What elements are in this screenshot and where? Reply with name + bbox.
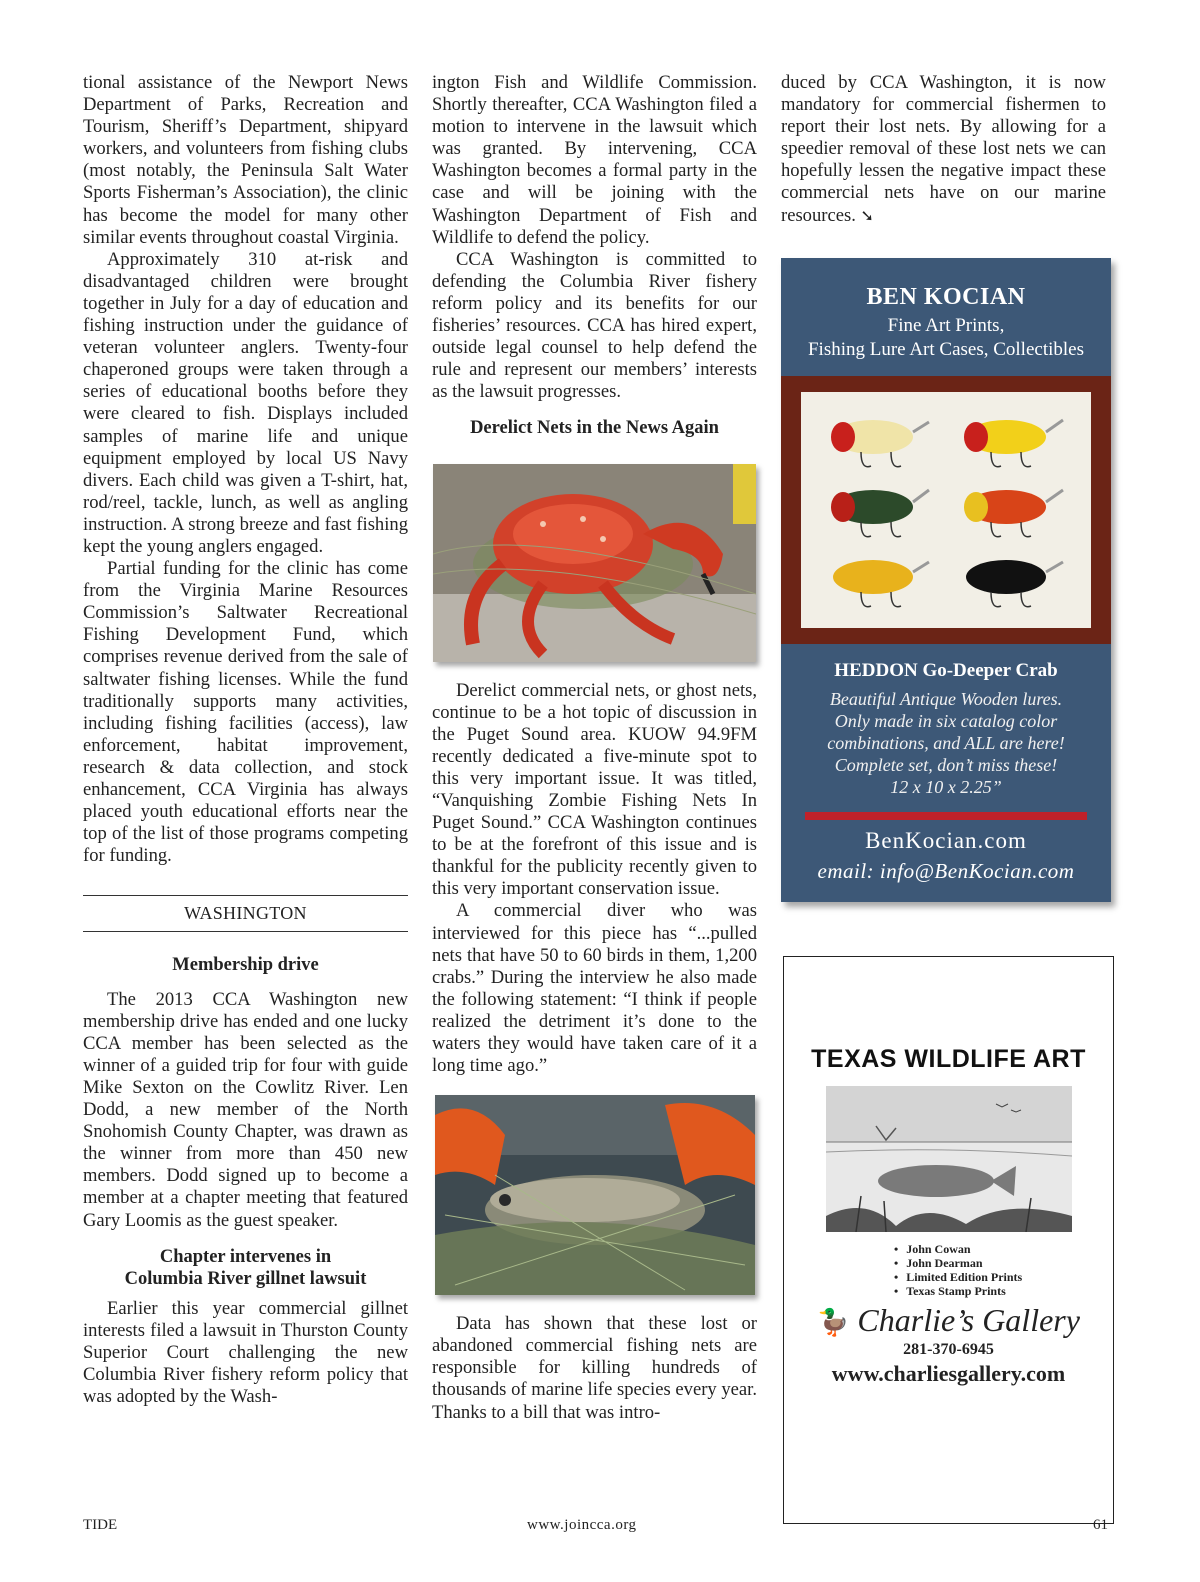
paragraph: Partial funding for the clinic has come from the Virginia Marine Resources Commission’s Saltwater Recreational Fishing Development Fund, which comprises revenue derived from the sale of saltwater fishing licenses. While the fund traditionally supports many activities, including fishing facilities (access), law enforcement, habitat improvement, research & data collection, and stock enhancement, CCA Virginia has always placed youth educational efforts near the top of the list of those programs competing for funding. (83, 558, 408, 867)
paragraph: Derelict commercial nets, or ghost nets, continue to be a hot topic of discussion in the Puget Sound area. KUOW 94.9FM recently dedicated a five-minute spot to this very important issue. It was titled, “Vanquishing Zombie Fishing Nets In Puget Sound.” CCA Washington continues to be at the forefront of this issue and is thankful for the publicity recently given to this very important conservation issue. (432, 679, 757, 900)
column-2 (432, 72, 757, 1424)
paragraph-text: duced by CCA Washington, it is now mandatory for commercial fishermen to report their lost nets. By allowing for a speedier removal of these lost nets we can hopefully lessen the negative impact these commercial nets have on our marine resources. (781, 72, 1106, 226)
footer-left: TIDE (83, 1517, 118, 1533)
paragraph: Data has shown that these lost or abandoned commercial fishing nets are responsible for killing hundreds of thousands of marine life species every year. Thanks to a bill that was intro- (432, 1313, 757, 1423)
page-number: 61 (1093, 1517, 1108, 1533)
paragraph: Earlier this year commercial gillnet interests filed a lawsuit in Thurston County Superior Court challenging the new Columbia River fishery reform policy that was adopted by the Wash- (83, 1297, 408, 1408)
fish-print-illustration (826, 1086, 1072, 1232)
lure-case-image (781, 376, 1111, 644)
ad-item-list (894, 1242, 1113, 1298)
ad-email-link[interactable]: email: info@BenKocian.com (817, 858, 1075, 883)
paragraph: ington Fish and Wildlife Commission. Shortly thereafter, CCA Washington filed a motion to intervene in the lawsuit which was granted. By intervening, CCA Washington becomes a formal party in the case and will be joining with the Washington Department of Fish and Wildlife to defend the policy. (432, 72, 757, 248)
paragraph: The 2013 CCA Washington new membership drive has ended and one lucky CCA member has been selected as the winner of a guided trip for four with guide Mike Sexton on the Cowlitz River. Len Dodd, a new member of the North Snohomish County Chapter, was drawn as the winner from more than 450 new members. Dodd signed up to become a member at a chapter meeting that featured Gary Loomis as the guest speaker. (83, 988, 408, 1231)
section-heading-washington: WASHINGTON (83, 895, 408, 932)
crab-photo (433, 464, 756, 662)
gallery-logo (784, 1302, 1113, 1339)
ad-subtitle-line: Fishing Lure Art Cases, Collectibles (807, 338, 1084, 360)
paragraph: Approximately 310 at-risk and disadvantaged children were brought together in July for a day of education and fishing instruction under the guidance of veteran volunteer anglers. Twenty-four chaperoned groups were taken through a series of educational booths before they were cleared to fish. Displays included samples of marine life and unique equipment employed by local US Navy divers. Each child was given a T-shirt, hat, rod/reel, tackle, lunch, as well as angling instruction. A strong breeze and fast fishing kept the young anglers engaged. (83, 248, 408, 557)
subheading-membership: Membership drive (172, 955, 319, 976)
paragraph (781, 72, 1106, 228)
ad-description-line: Beautiful Antique Wooden lures. (829, 688, 1063, 709)
list-item: • Limited Edition Prints (894, 1270, 1113, 1284)
ad-title: TEXAS WILDLIFE ART (811, 1045, 1086, 1073)
end-mark-icon: ➘ (860, 207, 874, 225)
ad-website-link[interactable]: www.charliesgallery.com (831, 1361, 1066, 1386)
footer-center[interactable]: www.joincca.org (527, 1517, 637, 1533)
ad-ben-kocian[interactable] (781, 258, 1111, 902)
ad-description-line: combinations, and ALL are here! (827, 732, 1065, 753)
column-1 (83, 72, 408, 1408)
fish-net-photo (435, 1095, 755, 1295)
ad-product-name: HEDDON Go-Deeper Crab (834, 659, 1058, 681)
ad-description-line: Complete set, don’t miss these! (834, 754, 1058, 775)
paragraph: A commercial diver who was interviewed for this piece has “...pulled nets that have 50 to 60 birds in them, 1,200 crabs.” During the interview he also made the following statement: “I think if people realized the detriment it’s done to the waters they would have taken care of it a long time ago.” (432, 900, 757, 1077)
ad-subtitle-line: Fine Art Prints, (887, 314, 1005, 336)
ducks-icon: 🦆 (817, 1308, 850, 1337)
list-item: • John Cowan (894, 1242, 1113, 1256)
ad-description-line: 12 x 10 x 2.25” (890, 776, 1002, 797)
ad-texas-wildlife-art[interactable] (783, 956, 1114, 1524)
ad-divider (805, 812, 1087, 820)
ad-subtitle (781, 314, 1111, 362)
crab-illustration (433, 464, 756, 662)
lure-case-inner (801, 392, 1091, 628)
lures-illustration (801, 392, 1091, 628)
ad-title: BEN KOCIAN (866, 283, 1026, 310)
paragraph: tional assistance of the Newport News Department of Parks, Recreation and Tourism, Sheriff’s Department, shipyard workers, and volunteers from fishing clubs (most notably, the Peninsula Salt Water Sports Fisherman’s Association), the clinic has become the model for many other similar events throughout coastal Virginia. (83, 72, 408, 248)
list-item: • Texas Stamp Prints (894, 1284, 1113, 1298)
paragraph: CCA Washington is committed to defending the Columbia River fishery reform policy and its benefits for our fisheries’ resources. CCA has hired expert, outside legal counsel to help defend the rule and represent our members’ interests as the lawsuit progresses. (432, 248, 757, 403)
fish-net-illustration (435, 1095, 755, 1295)
subheading-derelict-nets: Derelict Nets in the News Again (470, 418, 719, 439)
ad-website-link[interactable]: BenKocian.com (865, 827, 1027, 853)
subheading-line: Columbia River gillnet lawsuit (124, 1268, 367, 1289)
list-item: • John Dearman (894, 1256, 1113, 1270)
ad-phone: 281-370-6945 (903, 1341, 994, 1358)
ad-description (781, 688, 1111, 798)
wildlife-print-image (826, 1086, 1072, 1232)
column-3 (781, 72, 1106, 902)
ad-description-line: Only made in six catalog color (834, 710, 1058, 731)
gallery-name: Charlie’s Gallery (857, 1302, 1080, 1338)
subheading-chapter-intervenes (83, 1246, 408, 1290)
subheading-line: Chapter intervenes in (159, 1246, 332, 1267)
